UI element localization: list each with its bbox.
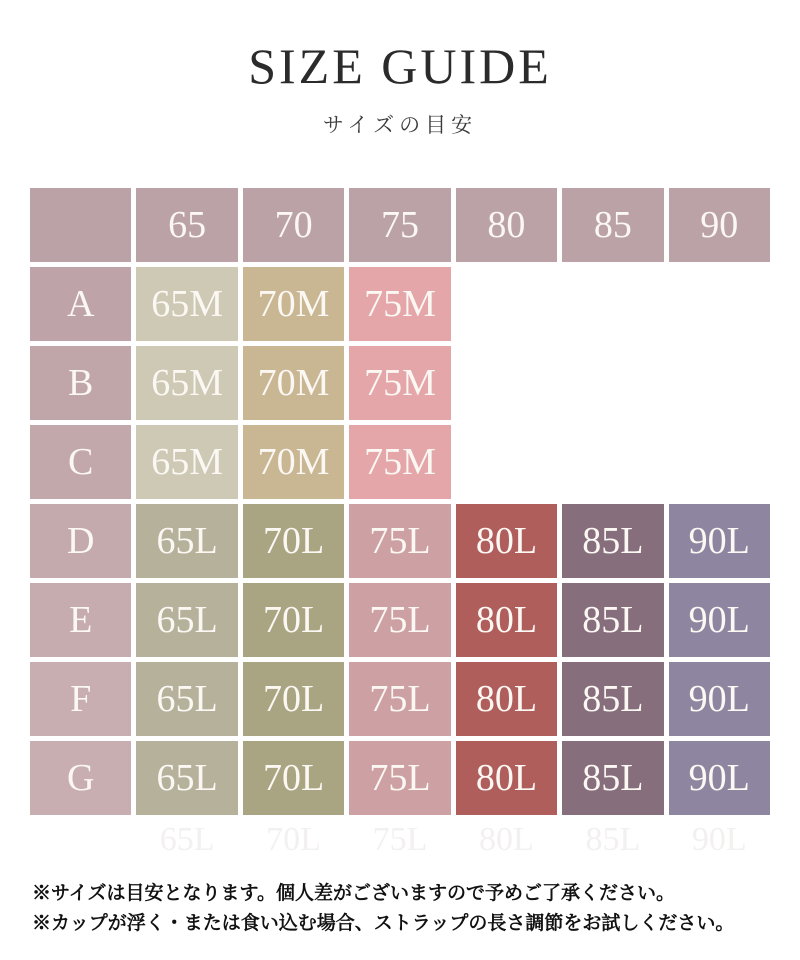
size-cell-G-80: 80L: [456, 741, 557, 815]
empty-cell: [456, 267, 557, 341]
column-header-75: 75: [349, 188, 450, 262]
empty-cell: [562, 267, 663, 341]
table-reflection: [30, 821, 770, 859]
column-header-65: 65: [136, 188, 237, 262]
size-cell-E-65: 65L: [136, 583, 237, 657]
size-cell-E-75: 75L: [349, 583, 450, 657]
size-cell-C-65: 65M: [136, 425, 237, 499]
reflection-ghost-65L: 65L: [159, 820, 215, 858]
size-cell-E-70: 70L: [243, 583, 344, 657]
size-cell-G-70: 70L: [243, 741, 344, 815]
empty-cell: [456, 425, 557, 499]
page-title: SIZE GUIDE: [248, 38, 552, 94]
empty-cell: [669, 425, 770, 499]
size-guide-table: [30, 188, 770, 815]
reflection-ghost-70L: 70L: [266, 820, 321, 858]
size-cell-D-90: 90L: [669, 504, 770, 578]
reflection-ghost-85L: 85L: [585, 820, 641, 858]
size-cell-A-65: 65M: [136, 267, 237, 341]
size-cell-G-90: 90L: [669, 741, 770, 815]
reflection-ghost-75L: 75L: [372, 820, 428, 858]
row-label-D: D: [30, 504, 131, 578]
size-cell-B-75: 75M: [349, 346, 450, 420]
reflection-spacer: [30, 821, 131, 859]
size-cell-F-90: 90L: [669, 662, 770, 736]
size-cell-F-75: 75L: [349, 662, 450, 736]
size-cell-A-70: 70M: [243, 267, 344, 341]
note-line-2: ※カップが浮く・または食い込む場合、ストラップの長さ調節をお試しください。: [32, 912, 735, 934]
corner-cell: [30, 188, 131, 262]
size-cell-G-65: 65L: [136, 741, 237, 815]
column-header-90: 90: [669, 188, 770, 262]
size-cell-A-75: 75M: [349, 267, 450, 341]
size-cell-D-70: 70L: [243, 504, 344, 578]
row-label-B: B: [30, 346, 131, 420]
row-label-E: E: [30, 583, 131, 657]
row-label-F: F: [30, 662, 131, 736]
column-header-85: 85: [562, 188, 663, 262]
reflection-ghost-80L: 80L: [479, 820, 534, 858]
size-cell-F-85: 85L: [562, 662, 663, 736]
size-cell-F-65: 65L: [136, 662, 237, 736]
size-cell-C-75: 75M: [349, 425, 450, 499]
size-cell-D-75: 75L: [349, 504, 450, 578]
size-cell-G-85: 85L: [562, 741, 663, 815]
size-cell-E-80: 80L: [456, 583, 557, 657]
page-subtitle: サイズの目安: [322, 113, 478, 137]
column-header-70: 70: [243, 188, 344, 262]
note-line-1: ※サイズは目安となります。個人差がございますので予めご了承ください。: [32, 882, 675, 904]
size-cell-D-80: 80L: [456, 504, 557, 578]
row-label-A: A: [30, 267, 131, 341]
empty-cell: [562, 425, 663, 499]
size-cell-C-70: 70M: [243, 425, 344, 499]
size-cell-B-70: 70M: [243, 346, 344, 420]
reflection-ghost-90L: 90L: [691, 820, 747, 858]
empty-cell: [562, 346, 663, 420]
column-header-80: 80: [456, 188, 557, 262]
size-cell-F-70: 70L: [243, 662, 344, 736]
empty-cell: [456, 346, 557, 420]
row-label-G: G: [30, 741, 131, 815]
empty-cell: [669, 346, 770, 420]
notes-section: [32, 879, 800, 939]
empty-cell: [669, 267, 770, 341]
size-cell-E-90: 90L: [669, 583, 770, 657]
size-cell-D-85: 85L: [562, 504, 663, 578]
row-label-C: C: [30, 425, 131, 499]
size-cell-G-75: 75L: [349, 741, 450, 815]
size-cell-D-65: 65L: [136, 504, 237, 578]
size-cell-F-80: 80L: [456, 662, 557, 736]
size-cell-E-85: 85L: [562, 583, 663, 657]
size-cell-B-65: 65M: [136, 346, 237, 420]
